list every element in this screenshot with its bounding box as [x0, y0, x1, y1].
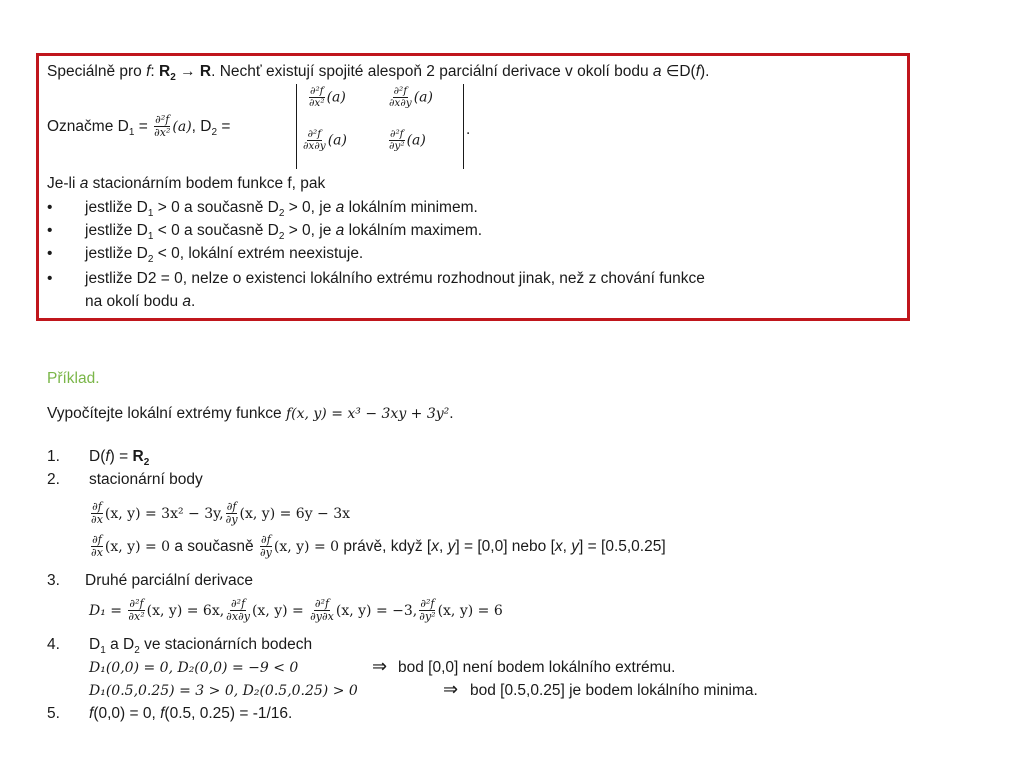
bullet-1-dot: • — [47, 199, 53, 216]
bullet-3-text: jestliže $D_2 < 0$, lokální extrém neexistuje. — [85, 245, 364, 266]
step-3-title: Druhé parciální derivace — [85, 572, 254, 589]
task-line: Vypočítejte lokální extrémy funkce f(x, y) = x³ − 3xy + 3y². — [47, 405, 454, 422]
intro-line: Speciálně pro f: $R_2 \to R$. Nechť existují spojité alespoň 2 parciální derivace v okolí bodu a ∈D(f). — [47, 63, 710, 84]
step-2-partials: $\frac{\partial f}{\partial x}$ (x, y) = 3x² − 3y, $\frac{\partial f}{\partial y}$ (x, y) = 6y − 3x — [91, 500, 351, 527]
step-4-line-1-text: bod [0,0] není bodem lokálního extrému. — [398, 659, 676, 676]
bullet-2-text: jestliže $D_1 < 0$ a současně $D_2 > 0$, je a lokálním maximem. — [85, 222, 483, 243]
step-4-line-2-text: bod [0.5,0.25] je bodem lokálního minima. — [470, 682, 758, 699]
hessian-cell-21: $\frac{\text{∂²f}}{\partial x\partial y}$ (a) — [303, 128, 347, 152]
bullet-4-text-line1: jestliže D2 = 0, nelze o existenci lokálního extrému rozhodnout jinak, než z chování funkce — [85, 270, 705, 287]
step-3-number: 3. — [47, 572, 60, 589]
step-4-number: 4. — [47, 636, 60, 653]
hessian-determinant — [296, 84, 464, 169]
bullet-3-dot: • — [47, 245, 53, 262]
oznacme-line: Označme $D_1$ = $\frac{\text{∂²f}}{\text{∂x²}}$ (a), $D_2$ = — [47, 113, 231, 140]
jeli-line: Je-li a stacionárním bodem funkce f, pak — [47, 175, 326, 192]
step-3-second-derivatives: D₁ = $\frac{\text{∂²f}}{\text{∂x²}}$ (x, y) = 6x, $\frac{\text{∂²f}}{\partial x\partial y}$ (x, y) = $\frac{\text{∂²f}}{\partial y\partial x}$ (x, y) = −3, $\frac{\text{∂²f}}{\text{∂y²}}$ (x, y) = 6 — [89, 597, 503, 624]
implies-arrow-icon: ⇒ — [372, 656, 388, 677]
step-5-text: f(0,0) = 0, f(0.5, 0.25) = -1/16. — [89, 705, 293, 722]
step-4-line-2-math: D₁(0.5,0.25) = 3 > 0, D₂(0.5,0.25) > 0 — [89, 683, 358, 699]
step-2-solution: $\frac{\partial f}{\partial x}$ (x, y) = 0 a současně $\frac{\partial f}{\partial y}$ (x, y) = 0 právě, když [x, y] = [0,0] nebo [x, y] = [0.5,0.25] — [91, 533, 666, 560]
step-5-number: 5. — [47, 705, 60, 722]
bullet-1-text: jestliže $D_1 > 0$ a současně $D_2 > 0$, je a lokálním minimem. — [85, 199, 478, 220]
bullet-4-text-line2: na okolí bodu a. — [85, 293, 196, 310]
step-1-text: $D(f) = R_2$ — [89, 448, 150, 469]
bullet-2-dot: • — [47, 222, 53, 239]
example-heading: Příklad. — [47, 370, 100, 387]
step-1-number: 1. — [47, 448, 60, 465]
step-2-title: stacionární body — [89, 471, 203, 488]
step-4-line-1-math: D₁(0,0) = 0, D₂(0,0) = −9 < 0 — [89, 660, 299, 676]
bullet-4-dot: • — [47, 270, 53, 287]
step-4-title: $D_1$ a $D_2$ ve stacionárních bodech — [89, 636, 313, 657]
determinant-period: . — [466, 121, 471, 138]
step-2-number: 2. — [47, 471, 60, 488]
implies-arrow-icon: ⇒ — [443, 679, 459, 700]
hessian-cell-11: $\frac{\text{∂²f}}{\text{∂x²}}$ (a) — [309, 85, 346, 109]
hessian-cell-22: $\frac{\text{∂²f}}{\text{∂y²}}$ (a) — [389, 128, 426, 152]
hessian-cell-12: $\frac{\text{∂²f}}{\partial x\partial y}$ (a) — [389, 85, 433, 109]
